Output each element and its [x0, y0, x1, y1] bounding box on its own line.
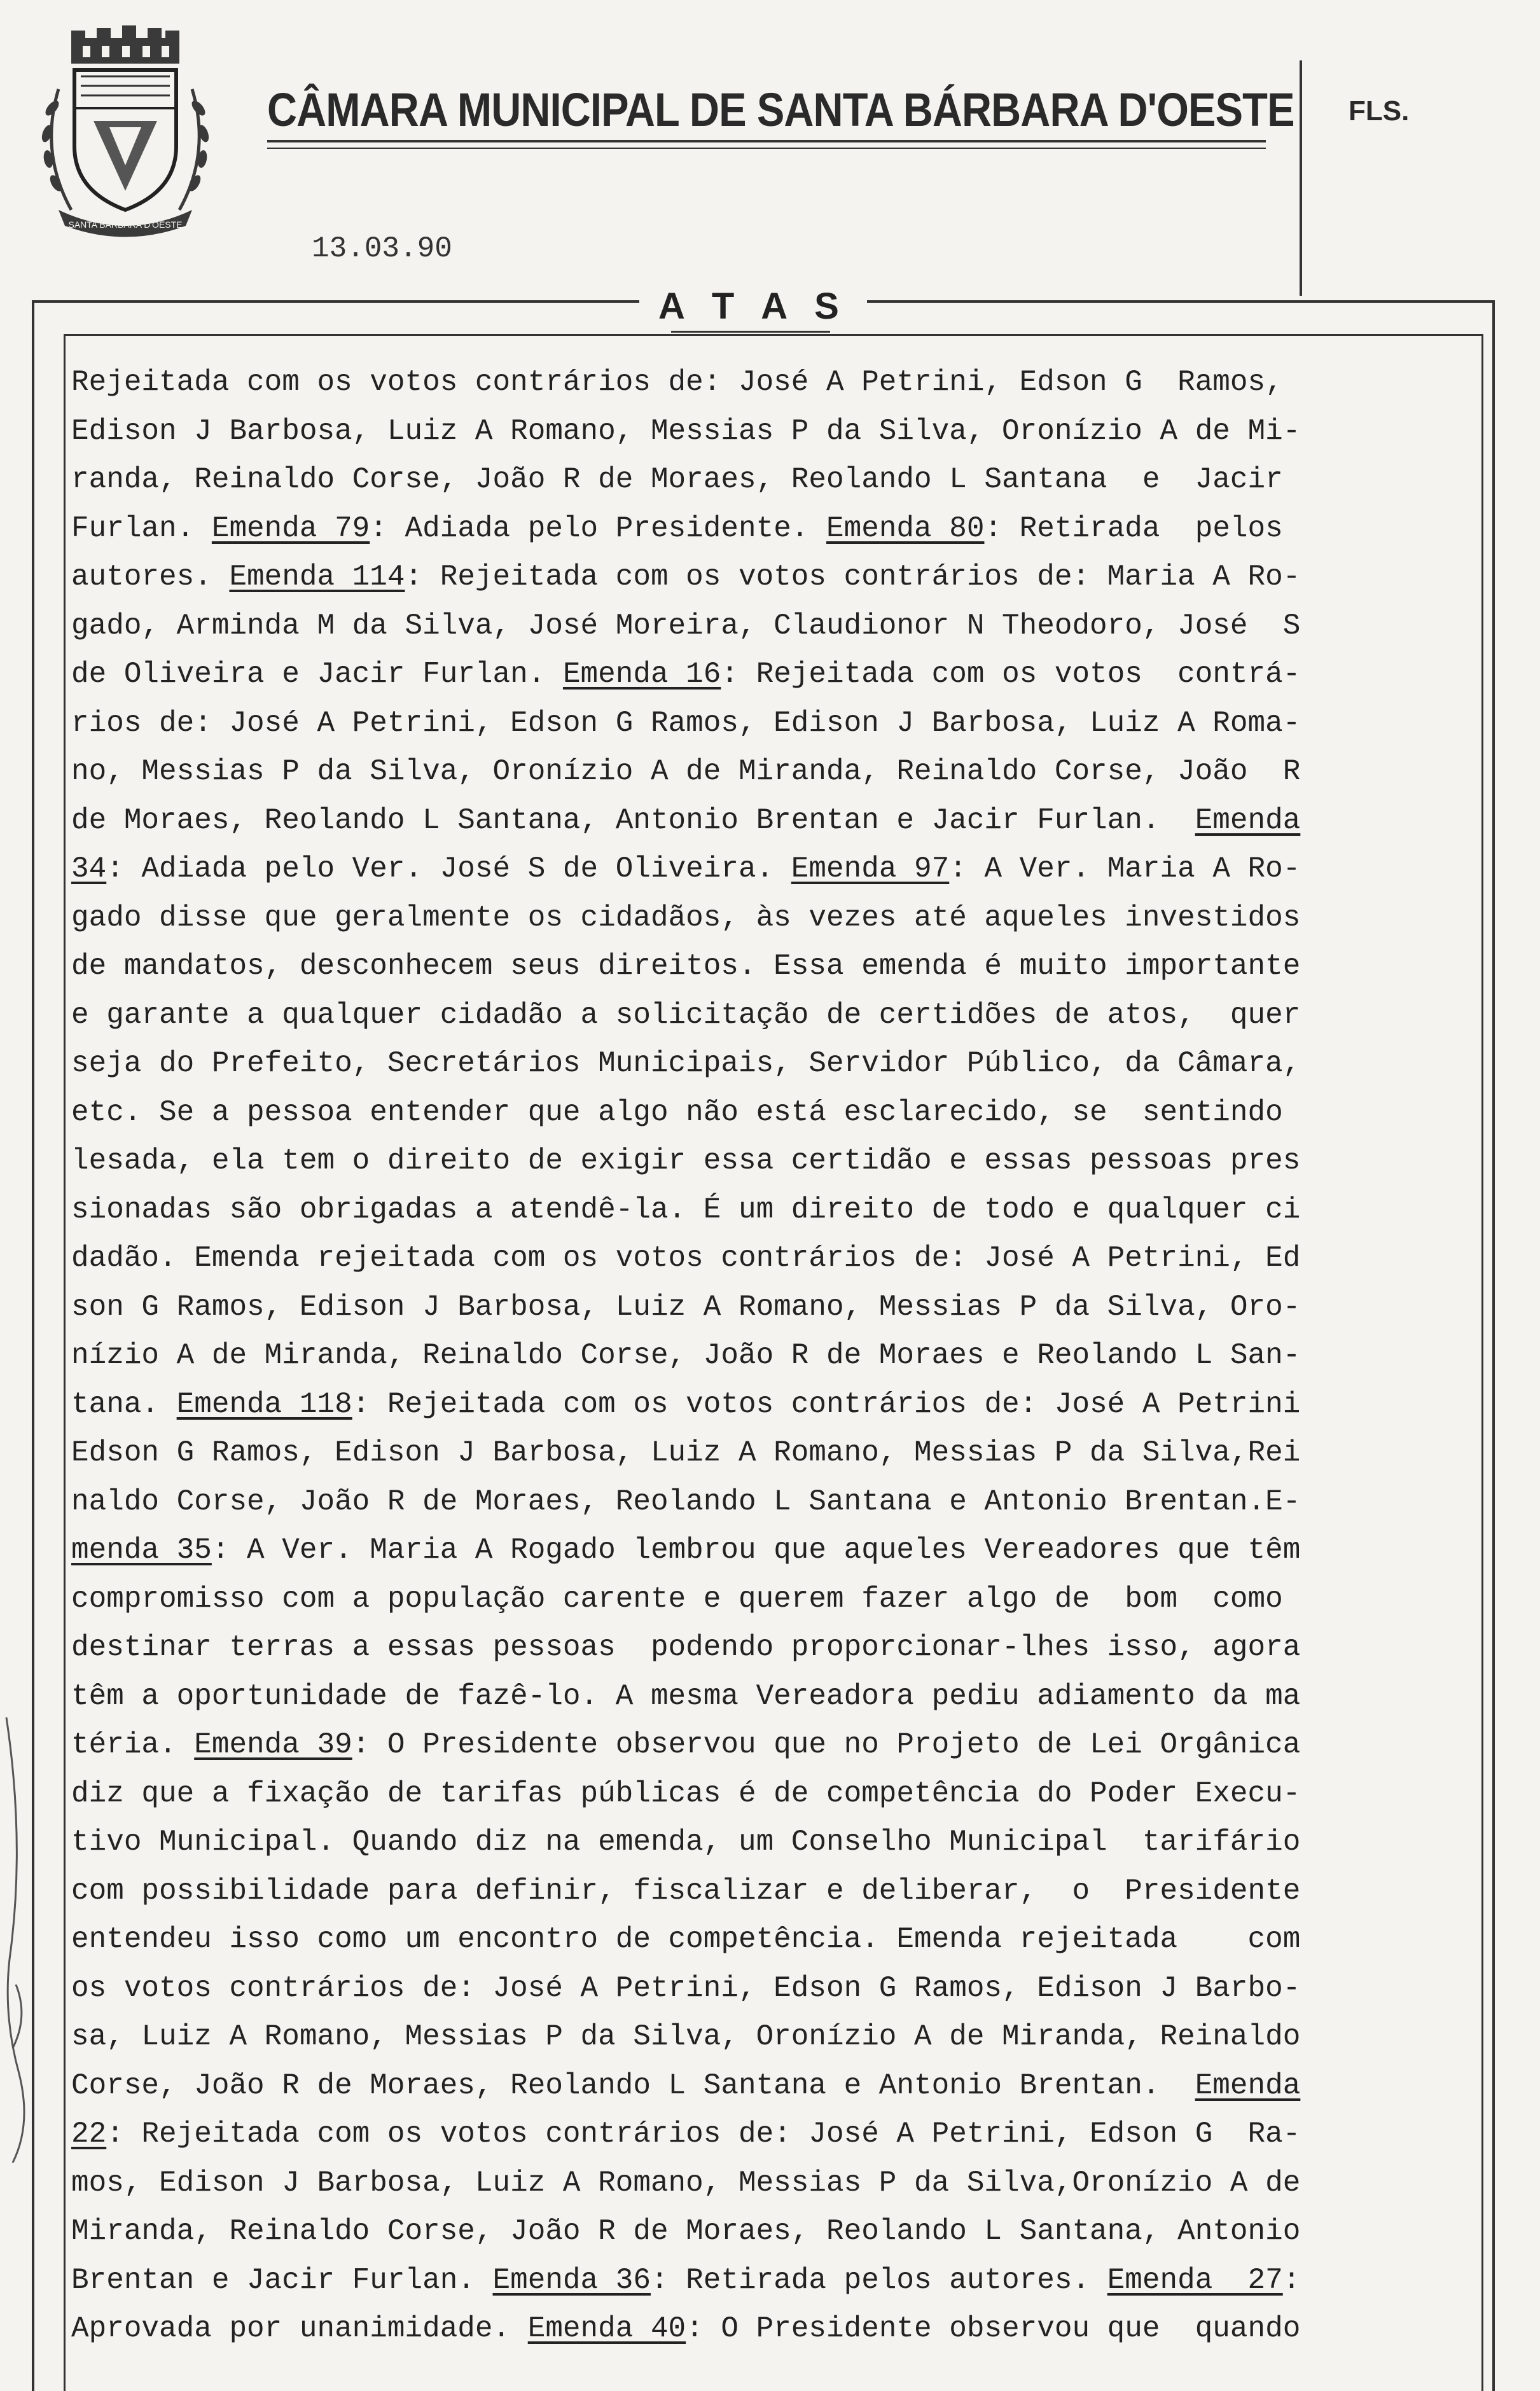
folio-divider	[1300, 60, 1302, 296]
text-segment: sionadas são obrigadas a atendê-la. É um direito de todo e qualquer ci	[71, 1193, 1301, 1226]
text-line	[71, 747, 1432, 796]
section-title: A T A S	[639, 285, 867, 328]
text-segment: Rejeitada com os votos contrários de: José A Petrini, Edson G Ramos,	[71, 366, 1283, 399]
text-segment: Corse, João R de Moraes, Reolando L Santana e Antonio Brentan.	[71, 2069, 1195, 2102]
text-segment: com possibilidade para definir, fiscalizar e deliberar, o Presidente	[71, 1874, 1301, 1908]
text-segment: téria.	[71, 1728, 195, 1761]
text-segment: : A Ver. Maria A Rogado lembrou que aqueles Vereadores que têm	[211, 1534, 1301, 1567]
text-line	[71, 1088, 1432, 1137]
text-segment: son G Ramos, Edison J Barbosa, Luiz A Romano, Messias P da Silva, Oro-	[71, 1290, 1301, 1324]
amendment-reference: Emenda 27	[1107, 2263, 1283, 2297]
amendment-reference: Emenda 97	[791, 852, 950, 885]
text-line	[71, 845, 1432, 894]
text-line	[71, 2062, 1432, 2110]
text-line	[71, 1039, 1432, 1088]
text-segment: rios de: José A Petrini, Edson G Ramos, Edison J Barbosa, Luiz A Roma-	[71, 706, 1301, 740]
text-line	[71, 1915, 1432, 1964]
text-line	[71, 504, 1432, 553]
text-segment: Brentan e Jacir Furlan.	[71, 2263, 493, 2297]
text-segment: : Rejeitada com os votos contrários de: Maria A Ro-	[405, 560, 1301, 593]
text-segment: de Oliveira e Jacir Furlan.	[71, 658, 563, 691]
text-segment: : O Presidente observou que quando	[686, 2312, 1301, 2345]
text-segment: seja do Prefeito, Secretários Municipais, Servidor Público, da Câmara,	[71, 1047, 1301, 1080]
text-segment: :	[1282, 2263, 1301, 2297]
text-segment: randa, Reinaldo Corse, João R de Moraes, Reolando L Santana e Jacir	[71, 463, 1283, 496]
amendment-reference: menda 35	[71, 1534, 212, 1567]
text-segment: : Adiada pelo Ver. José S de Oliveira.	[106, 852, 791, 885]
text-segment: Edison J Barbosa, Luiz A Romano, Messias P da Silva, Oronízio A de Mi-	[71, 414, 1301, 448]
amendment-reference: Emenda 39	[194, 1728, 352, 1761]
text-line	[71, 1283, 1432, 1332]
text-segment: autores.	[71, 560, 230, 593]
text-segment: nízio A de Miranda, Reinaldo Corse, João R de Moraes e Reolando L San-	[71, 1339, 1301, 1372]
text-line	[71, 1137, 1432, 1186]
text-line	[71, 602, 1432, 651]
text-segment: : Retirada pelos	[984, 511, 1283, 545]
text-line	[71, 699, 1432, 748]
text-line	[71, 1623, 1432, 1672]
text-segment: : Rejeitada com os votos contrários de: José A Petrini, Edson G Ra-	[106, 2117, 1301, 2151]
text-segment: dadão. Emenda rejeitada com os votos contrários de: José A Petrini, Ed	[71, 1242, 1301, 1275]
text-segment: compromisso com a população carente e querem fazer algo de bom como	[71, 1582, 1283, 1616]
text-line	[71, 1234, 1432, 1283]
text-line	[71, 553, 1432, 602]
text-line	[71, 358, 1432, 407]
text-line	[71, 1331, 1432, 1380]
text-segment: gado, Arminda M da Silva, José Moreira, Claudionor N Theodoro, José S	[71, 609, 1301, 642]
text-segment: Edson G Ramos, Edison J Barbosa, Luiz A Romano, Messias P da Silva,Rei	[71, 1436, 1301, 1469]
amendment-reference: Emenda 36	[492, 2263, 651, 2297]
text-segment: : A Ver. Maria A Ro-	[949, 852, 1301, 885]
text-line	[71, 455, 1432, 504]
text-segment: : Rejeitada com os votos contrários de: José A Petrini	[352, 1387, 1301, 1421]
text-segment: os votos contrários de: José A Petrini, Edson G Ramos, Edison J Barbo-	[71, 1971, 1301, 2005]
text-segment: Furlan.	[71, 511, 212, 545]
text-line	[71, 1867, 1432, 1916]
text-line	[71, 1380, 1432, 1429]
text-segment: lesada, ela tem o direito de exigir essa certidão e essas pessoas pres	[71, 1144, 1301, 1177]
amendment-reference: Emenda	[1195, 803, 1301, 837]
text-segment: diz que a fixação de tarifas públicas é de competência do Poder Execu-	[71, 1777, 1301, 1810]
text-segment: têm a oportunidade de fazê-lo. A mesma Vereadora pediu adiamento da ma	[71, 1679, 1301, 1713]
text-line	[71, 1964, 1432, 2013]
margin-annotation-icon	[0, 1717, 38, 2163]
text-segment: e garante a qualquer cidadão a solicitação de certidões de atos, quer	[71, 998, 1301, 1032]
text-line	[71, 942, 1432, 991]
folio-label: FLS.	[1349, 95, 1410, 127]
text-segment: tana.	[71, 1387, 177, 1421]
text-segment: etc. Se a pessoa entender que algo não está esclarecido, se sentindo	[71, 1095, 1283, 1129]
text-line	[71, 2207, 1432, 2256]
text-segment: mos, Edison J Barbosa, Luiz A Romano, Messias P da Silva,Oronízio A de	[71, 2166, 1301, 2200]
text-line	[71, 1478, 1432, 1527]
document-date: 13.03.90	[312, 232, 452, 265]
amendment-reference: Emenda 114	[229, 560, 405, 593]
text-segment: no, Messias P da Silva, Oronízio A de Miranda, Reinaldo Corse, João R	[71, 755, 1301, 788]
text-segment: : O Presidente observou que no Projeto de Lei Orgânica	[352, 1728, 1301, 1761]
text-segment: Aprovada por unanimidade.	[71, 2312, 528, 2345]
institution-title: CÂMARA MUNICIPAL DE SANTA BÁRBARA D'OESTE	[267, 83, 1294, 136]
text-line	[71, 991, 1432, 1040]
text-line	[71, 2304, 1432, 2353]
text-line	[71, 407, 1432, 456]
svg-text:SANTA BARBARA D'OESTE: SANTA BARBARA D'OESTE	[68, 219, 183, 230]
text-segment: entendeu isso como um encontro de competência. Emenda rejeitada com	[71, 1923, 1301, 1956]
amendment-reference: Emenda 80	[826, 511, 985, 545]
header-rule-thin	[267, 148, 1266, 149]
text-segment: : Adiada pelo Presidente.	[370, 511, 827, 545]
text-segment: tivo Municipal. Quando diz na emenda, um Conselho Municipal tarifário	[71, 1826, 1301, 1859]
text-line	[71, 1818, 1432, 1867]
amendment-reference: 22	[71, 2117, 107, 2151]
text-line	[71, 650, 1432, 699]
text-segment: : Retirada pelos autores.	[650, 2263, 1107, 2297]
amendment-reference: Emenda 16	[562, 658, 721, 691]
text-segment: gado disse que geralmente os cidadãos, às vezes até aqueles investidos	[71, 901, 1301, 934]
text-segment: de Moraes, Reolando L Santana, Antonio Brentan e Jacir Furlan.	[71, 803, 1195, 837]
text-line	[71, 1721, 1432, 1770]
amendment-reference: Emenda 40	[527, 2312, 686, 2345]
amendment-reference: 34	[71, 852, 107, 885]
text-line	[71, 1770, 1432, 1819]
section-title-underline	[671, 331, 830, 333]
text-line	[71, 2110, 1432, 2159]
text-segment: destinar terras a essas pessoas podendo proporcionar-lhes isso, agora	[71, 1631, 1301, 1664]
text-line	[71, 1526, 1432, 1575]
minutes-body	[71, 358, 1432, 2353]
amendment-reference: Emenda	[1195, 2069, 1301, 2102]
text-line	[71, 2013, 1432, 2062]
text-line	[71, 1429, 1432, 1478]
text-line	[71, 2159, 1432, 2208]
text-segment: Miranda, Reinaldo Corse, João R de Moraes, Reolando L Santana, Antonio	[71, 2215, 1301, 2248]
text-segment: : Rejeitada com os votos contrá-	[721, 658, 1301, 691]
municipal-crest-icon	[33, 25, 218, 242]
text-line	[71, 796, 1432, 845]
text-segment: naldo Corse, João R de Moraes, Reolando L Santana e Antonio Brentan.E-	[71, 1485, 1301, 1518]
text-line	[71, 2256, 1432, 2305]
text-line	[71, 1186, 1432, 1235]
text-line	[71, 1672, 1432, 1721]
amendment-reference: Emenda 118	[176, 1387, 352, 1421]
text-line	[71, 1575, 1432, 1624]
text-segment: sa, Luiz A Romano, Messias P da Silva, Oronízio A de Miranda, Reinaldo	[71, 2020, 1301, 2053]
text-segment: de mandatos, desconhecem seus direitos. Essa emenda é muito importante	[71, 950, 1301, 983]
header-rule	[267, 140, 1266, 142]
text-line	[71, 894, 1432, 943]
amendment-reference: Emenda 79	[211, 511, 370, 545]
